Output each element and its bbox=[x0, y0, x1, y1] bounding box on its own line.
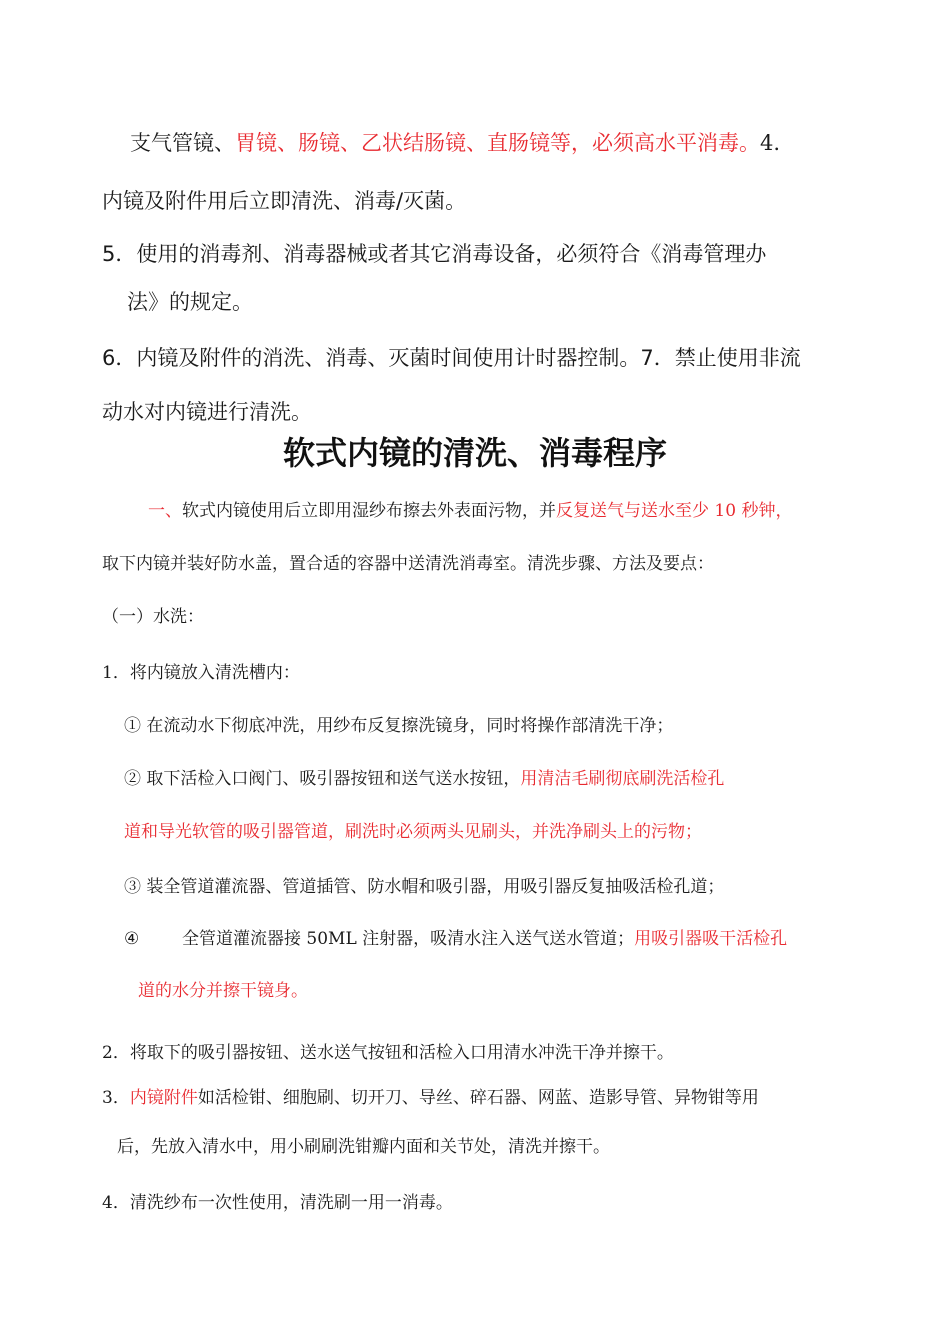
list-item: ③ 装全管道灌流器、管道插管、防水帽和吸引器，用吸引器反复抽吸活检孔道； bbox=[124, 877, 725, 897]
text-run: ② 取下活检入口阀门、吸引器按钮和送气送水按钮， bbox=[124, 769, 521, 789]
circled-number: ④ bbox=[124, 929, 140, 949]
highlighted-text: 胃镜、肠镜、乙状结肠镜、直肠镜等，必须高水平消毒。 bbox=[235, 131, 760, 155]
paragraph-line: 法》的规定。 bbox=[127, 290, 253, 314]
list-item: 2．将取下的吸引器按钮、送水送气按钮和活检入口用清水冲洗干净并擦干。 bbox=[102, 1043, 674, 1063]
list-item: 1．将内镜放入清洗槽内： bbox=[102, 663, 300, 683]
text-run: 支气管镜、 bbox=[130, 131, 235, 155]
highlighted-text: 反复送气与送水至少 10 秒钟， bbox=[556, 501, 793, 521]
list-item bbox=[124, 764, 724, 789]
paragraph-line: 取下内镜并装好防水盖，置合适的容器中送清洗消毒室。清洗步骤、方法及要点： bbox=[102, 554, 714, 574]
paragraph-line bbox=[130, 127, 780, 157]
highlighted-text: 用吸引器吸干活检孔 bbox=[634, 929, 788, 949]
text-run: 3． bbox=[102, 1088, 130, 1108]
list-item bbox=[124, 924, 787, 949]
text-run: 4. bbox=[760, 131, 781, 155]
text-run: 如活检钳、细胞刷、切开刀、导丝、碎石器、网蓝、造影导管、异物钳等用 bbox=[197, 1088, 759, 1108]
list-item bbox=[102, 1083, 759, 1108]
highlighted-text: 内镜附件 bbox=[129, 1088, 198, 1108]
paragraph-line: 动水对内镜进行清洗。 bbox=[102, 400, 312, 424]
paragraph-line: 道和导光软管的吸引器管道，刷洗时必须两头见刷头，并洗净刷头上的污物； bbox=[124, 822, 702, 842]
paragraph-line: 后，先放入清水中，用小刷刷洗钳瓣内面和关节处，清洗并擦干。 bbox=[117, 1137, 610, 1157]
paragraph-line: 6．内镜及附件的消洗、消毒、灭菌时间使用计时器控制。7．禁止使用非流 bbox=[102, 346, 801, 370]
paragraph-line: 5．使用的消毒剂、消毒器械或者其它消毒设备，必须符合《消毒管理办 bbox=[102, 242, 767, 266]
text-run: 全管道灌流器接 50ML 注射器，吸清水注入送气送水管道； bbox=[182, 929, 635, 949]
subheading: （一）水洗： bbox=[102, 607, 204, 627]
paragraph-line: 内镜及附件用后立即清洗、消毒/灭菌。 bbox=[102, 189, 467, 213]
text-run: 软式内镜使用后立即用湿纱布擦去外表面污物，并 bbox=[182, 501, 556, 521]
paragraph-line bbox=[148, 496, 792, 521]
section-title: 软式内镜的清洗、消毒程序 bbox=[282, 434, 667, 472]
highlighted-text: 一、 bbox=[148, 501, 182, 521]
paragraph-line: 道的水分并擦干镜身。 bbox=[138, 981, 308, 1001]
list-item: 4．清洗纱布一次性使用，清洗刷一用一消毒。 bbox=[102, 1193, 453, 1213]
highlighted-text: 用清洁毛刷彻底刷洗活检孔 bbox=[520, 769, 725, 789]
list-item: ① 在流动水下彻底冲洗，用纱布反复擦洗镜身，同时将操作部清洗干净； bbox=[124, 716, 674, 736]
